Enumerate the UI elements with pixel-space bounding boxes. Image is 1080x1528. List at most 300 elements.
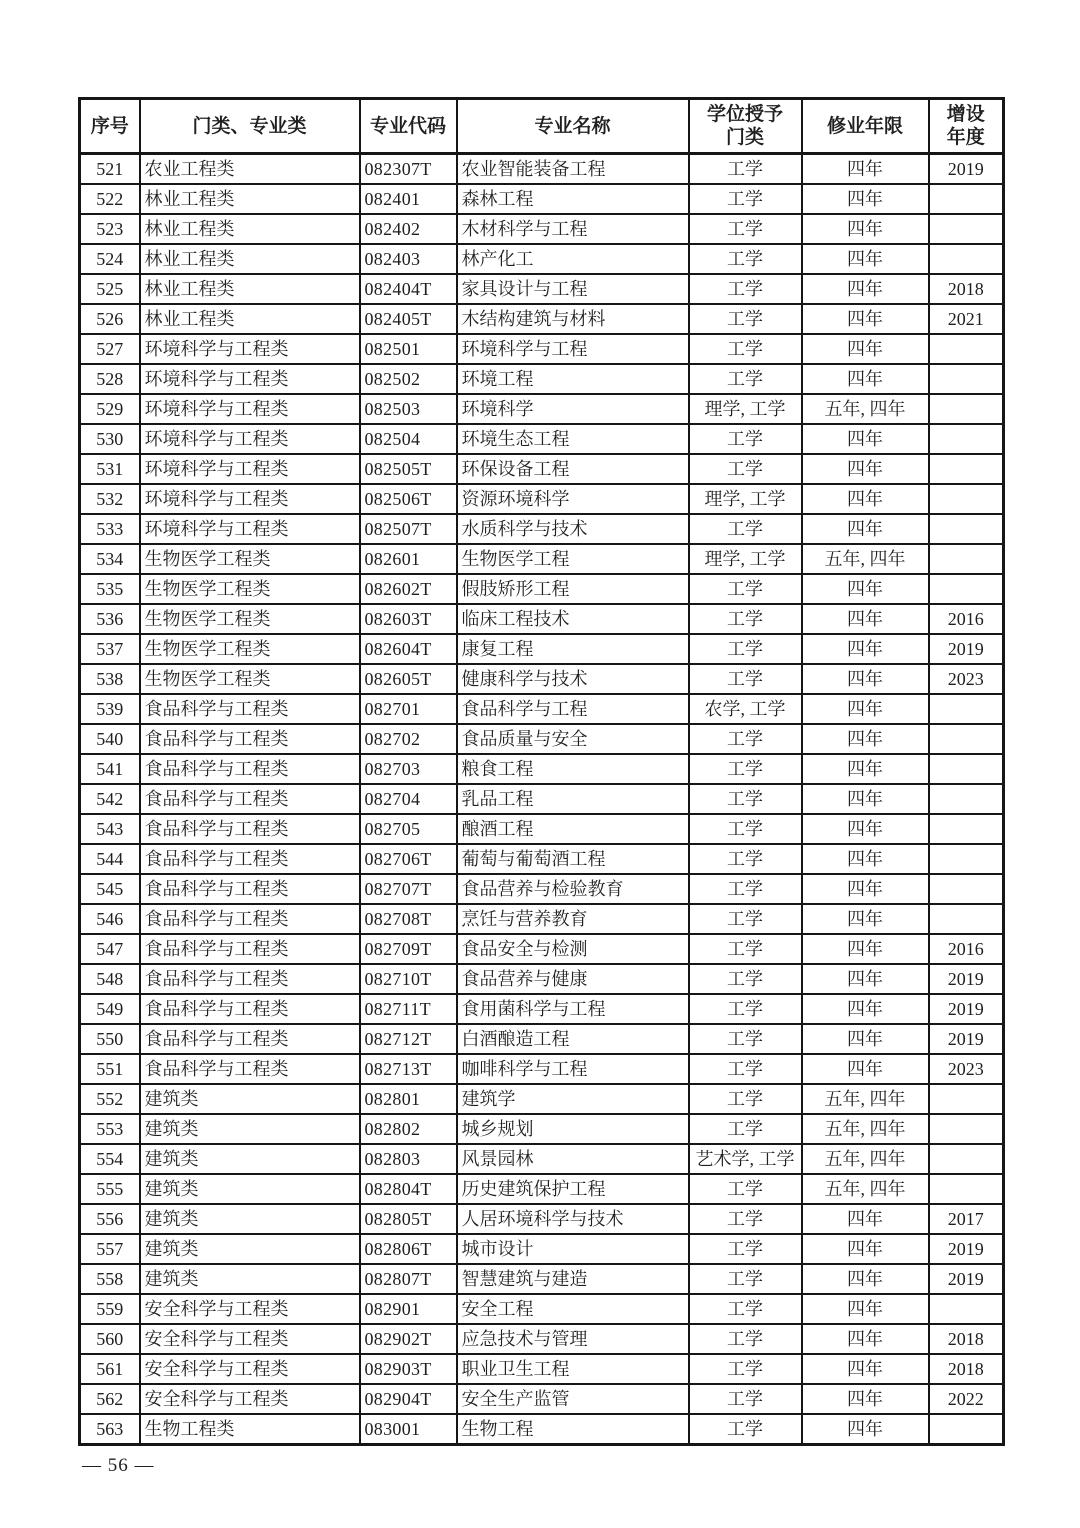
table-row	[80, 934, 1004, 964]
cell-year-added: 2019	[929, 1024, 1004, 1054]
cell-degree: 工学	[689, 274, 802, 304]
table-row	[80, 1114, 1004, 1144]
cell-index: 523	[80, 214, 140, 244]
cell-index: 563	[80, 1414, 140, 1445]
cell-year-added	[929, 244, 1004, 274]
cell-duration: 四年	[802, 334, 929, 364]
cell-year-added	[929, 394, 1004, 424]
cell-category: 食品科学与工程类	[140, 874, 360, 904]
cell-year-added	[929, 694, 1004, 724]
cell-index: 554	[80, 1144, 140, 1174]
cell-year-added: 2019	[929, 634, 1004, 664]
cell-year-added: 2022	[929, 1384, 1004, 1414]
cell-code: 082405T	[360, 304, 457, 334]
table-row	[80, 1204, 1004, 1234]
cell-year-added: 2019	[929, 1234, 1004, 1264]
cell-year-added	[929, 1414, 1004, 1445]
cell-index: 528	[80, 364, 140, 394]
cell-duration: 四年	[802, 1414, 929, 1445]
header-label: 增设年度	[946, 104, 985, 148]
cell-duration: 四年	[802, 1024, 929, 1054]
cell-index: 542	[80, 784, 140, 814]
col-header-name	[457, 99, 689, 154]
cell-code: 082801	[360, 1084, 457, 1114]
cell-duration: 四年	[802, 424, 929, 454]
cell-code: 083001	[360, 1414, 457, 1445]
cell-code: 082701	[360, 694, 457, 724]
cell-index: 558	[80, 1264, 140, 1294]
cell-category: 建筑类	[140, 1264, 360, 1294]
cell-degree: 艺术学, 工学	[689, 1144, 802, 1174]
cell-category: 环境科学与工程类	[140, 514, 360, 544]
cell-degree: 工学	[689, 1384, 802, 1414]
table-row	[80, 874, 1004, 904]
table-row	[80, 964, 1004, 994]
cell-year-added	[929, 1144, 1004, 1174]
cell-degree: 工学	[689, 874, 802, 904]
cell-index: 546	[80, 904, 140, 934]
cell-year-added	[929, 484, 1004, 514]
cell-degree: 理学, 工学	[689, 544, 802, 574]
table-row	[80, 1084, 1004, 1114]
cell-index: 538	[80, 664, 140, 694]
cell-category: 食品科学与工程类	[140, 904, 360, 934]
cell-code: 082904T	[360, 1384, 457, 1414]
cell-category: 食品科学与工程类	[140, 1024, 360, 1054]
cell-year-added: 2019	[929, 964, 1004, 994]
cell-category: 食品科学与工程类	[140, 964, 360, 994]
cell-duration: 四年	[802, 814, 929, 844]
cell-code: 082807T	[360, 1264, 457, 1294]
cell-degree: 工学	[689, 364, 802, 394]
cell-year-added	[929, 454, 1004, 484]
cell-degree: 工学	[689, 334, 802, 364]
cell-category: 食品科学与工程类	[140, 994, 360, 1024]
major-catalog-table	[78, 97, 1005, 1446]
cell-code: 082403	[360, 244, 457, 274]
cell-name: 建筑学	[457, 1084, 689, 1114]
cell-name: 城乡规划	[457, 1114, 689, 1144]
cell-duration: 四年	[802, 1384, 929, 1414]
cell-index: 540	[80, 724, 140, 754]
cell-duration: 四年	[802, 1354, 929, 1384]
cell-name: 应急技术与管理	[457, 1324, 689, 1354]
cell-code: 082502	[360, 364, 457, 394]
cell-category: 安全科学与工程类	[140, 1294, 360, 1324]
cell-index: 531	[80, 454, 140, 484]
cell-degree: 工学	[689, 964, 802, 994]
table-row	[80, 1414, 1004, 1445]
cell-index: 552	[80, 1084, 140, 1114]
table-row	[80, 814, 1004, 844]
cell-code: 082402	[360, 214, 457, 244]
cell-category: 食品科学与工程类	[140, 754, 360, 784]
cell-code: 082702	[360, 724, 457, 754]
cell-category: 农业工程类	[140, 154, 360, 185]
cell-year-added	[929, 1294, 1004, 1324]
cell-code: 082604T	[360, 634, 457, 664]
cell-name: 食品质量与安全	[457, 724, 689, 754]
cell-index: 530	[80, 424, 140, 454]
cell-year-added	[929, 874, 1004, 904]
cell-year-added	[929, 184, 1004, 214]
cell-code: 082707T	[360, 874, 457, 904]
cell-index: 547	[80, 934, 140, 964]
cell-name: 林产化工	[457, 244, 689, 274]
cell-name: 咖啡科学与工程	[457, 1054, 689, 1084]
cell-code: 082507T	[360, 514, 457, 544]
cell-degree: 工学	[689, 934, 802, 964]
cell-name: 木结构建筑与材料	[457, 304, 689, 334]
cell-year-added	[929, 904, 1004, 934]
col-header-code	[360, 99, 457, 154]
cell-index: 534	[80, 544, 140, 574]
cell-index: 551	[80, 1054, 140, 1084]
cell-duration: 四年	[802, 664, 929, 694]
cell-year-added	[929, 364, 1004, 394]
cell-duration: 四年	[802, 694, 929, 724]
cell-degree: 工学	[689, 154, 802, 185]
table-row	[80, 1324, 1004, 1354]
table-row	[80, 514, 1004, 544]
cell-index: 532	[80, 484, 140, 514]
cell-name: 职业卫生工程	[457, 1354, 689, 1384]
cell-degree: 工学	[689, 574, 802, 604]
cell-code: 082505T	[360, 454, 457, 484]
cell-category: 食品科学与工程类	[140, 814, 360, 844]
cell-category: 食品科学与工程类	[140, 844, 360, 874]
cell-category: 安全科学与工程类	[140, 1354, 360, 1384]
cell-name: 食品科学与工程	[457, 694, 689, 724]
cell-duration: 四年	[802, 1204, 929, 1234]
cell-duration: 四年	[802, 274, 929, 304]
cell-duration: 五年, 四年	[802, 1144, 929, 1174]
cell-name: 酿酒工程	[457, 814, 689, 844]
cell-name: 城市设计	[457, 1234, 689, 1264]
cell-year-added	[929, 754, 1004, 784]
cell-index: 539	[80, 694, 140, 724]
cell-index: 533	[80, 514, 140, 544]
cell-category: 建筑类	[140, 1204, 360, 1234]
cell-duration: 五年, 四年	[802, 544, 929, 574]
cell-duration: 五年, 四年	[802, 1114, 929, 1144]
cell-code: 082404T	[360, 274, 457, 304]
cell-index: 556	[80, 1204, 140, 1234]
cell-name: 假肢矫形工程	[457, 574, 689, 604]
cell-degree: 工学	[689, 1264, 802, 1294]
cell-code: 082901	[360, 1294, 457, 1324]
table-row	[80, 1054, 1004, 1084]
cell-code: 082711T	[360, 994, 457, 1024]
table-row	[80, 904, 1004, 934]
cell-name: 粮食工程	[457, 754, 689, 784]
cell-degree: 工学	[689, 424, 802, 454]
cell-degree: 工学	[689, 1024, 802, 1054]
cell-category: 食品科学与工程类	[140, 694, 360, 724]
cell-name: 食用菌科学与工程	[457, 994, 689, 1024]
cell-duration: 四年	[802, 784, 929, 814]
cell-category: 林业工程类	[140, 304, 360, 334]
cell-code: 082704	[360, 784, 457, 814]
cell-degree: 工学	[689, 1414, 802, 1445]
cell-index: 535	[80, 574, 140, 604]
cell-degree: 工学	[689, 604, 802, 634]
cell-code: 082706T	[360, 844, 457, 874]
cell-duration: 四年	[802, 904, 929, 934]
cell-name: 人居环境科学与技术	[457, 1204, 689, 1234]
cell-code: 082708T	[360, 904, 457, 934]
cell-degree: 工学	[689, 1084, 802, 1114]
cell-category: 建筑类	[140, 1114, 360, 1144]
cell-name: 木材科学与工程	[457, 214, 689, 244]
table-row	[80, 304, 1004, 334]
cell-duration: 四年	[802, 1054, 929, 1084]
cell-code: 082703	[360, 754, 457, 784]
cell-year-added: 2016	[929, 934, 1004, 964]
cell-degree: 工学	[689, 994, 802, 1024]
cell-category: 建筑类	[140, 1234, 360, 1264]
cell-code: 082503	[360, 394, 457, 424]
cell-name: 资源环境科学	[457, 484, 689, 514]
cell-duration: 四年	[802, 724, 929, 754]
table-row	[80, 1294, 1004, 1324]
cell-index: 555	[80, 1174, 140, 1204]
table-row	[80, 214, 1004, 244]
cell-year-added: 2019	[929, 994, 1004, 1024]
cell-code: 082709T	[360, 934, 457, 964]
cell-code: 082802	[360, 1114, 457, 1144]
cell-duration: 四年	[802, 184, 929, 214]
cell-index: 525	[80, 274, 140, 304]
table-row	[80, 754, 1004, 784]
cell-index: 549	[80, 994, 140, 1024]
cell-category: 食品科学与工程类	[140, 1054, 360, 1084]
cell-duration: 五年, 四年	[802, 1174, 929, 1204]
cell-duration: 四年	[802, 844, 929, 874]
cell-code: 082805T	[360, 1204, 457, 1234]
cell-category: 环境科学与工程类	[140, 424, 360, 454]
cell-index: 527	[80, 334, 140, 364]
table-row	[80, 664, 1004, 694]
cell-year-added: 2018	[929, 1324, 1004, 1354]
cell-index: 521	[80, 154, 140, 185]
cell-year-added	[929, 844, 1004, 874]
table-row	[80, 784, 1004, 814]
cell-duration: 四年	[802, 214, 929, 244]
header-label: 修业年限	[826, 116, 903, 138]
cell-name: 环境生态工程	[457, 424, 689, 454]
cell-category: 林业工程类	[140, 214, 360, 244]
table-row	[80, 1144, 1004, 1174]
col-header-category	[140, 99, 360, 154]
table-row	[80, 1354, 1004, 1384]
cell-code: 082902T	[360, 1324, 457, 1354]
cell-degree: 工学	[689, 784, 802, 814]
cell-code: 082713T	[360, 1054, 457, 1084]
cell-code: 082803	[360, 1144, 457, 1174]
cell-name: 历史建筑保护工程	[457, 1174, 689, 1204]
table-row	[80, 1174, 1004, 1204]
cell-category: 建筑类	[140, 1084, 360, 1114]
table-row	[80, 394, 1004, 424]
cell-degree: 工学	[689, 634, 802, 664]
cell-degree: 工学	[689, 664, 802, 694]
cell-duration: 四年	[802, 964, 929, 994]
cell-degree: 工学	[689, 214, 802, 244]
page-number: — 56 —	[82, 1455, 155, 1476]
table-row	[80, 634, 1004, 664]
cell-name: 风景园林	[457, 1144, 689, 1174]
cell-duration: 四年	[802, 874, 929, 904]
cell-category: 食品科学与工程类	[140, 724, 360, 754]
cell-index: 537	[80, 634, 140, 664]
cell-index: 536	[80, 604, 140, 634]
cell-name: 生物医学工程	[457, 544, 689, 574]
cell-duration: 四年	[802, 604, 929, 634]
col-header-degree	[689, 99, 802, 154]
cell-year-added	[929, 334, 1004, 364]
cell-index: 562	[80, 1384, 140, 1414]
cell-year-added	[929, 724, 1004, 754]
cell-year-added: 2019	[929, 154, 1004, 185]
cell-name: 智慧建筑与建造	[457, 1264, 689, 1294]
cell-code: 082501	[360, 334, 457, 364]
cell-name: 环境工程	[457, 364, 689, 394]
cell-degree: 工学	[689, 1174, 802, 1204]
cell-year-added: 2023	[929, 1054, 1004, 1084]
cell-duration: 四年	[802, 484, 929, 514]
cell-name: 食品营养与检验教育	[457, 874, 689, 904]
cell-index: 529	[80, 394, 140, 424]
cell-category: 林业工程类	[140, 274, 360, 304]
cell-year-added: 2017	[929, 1204, 1004, 1234]
cell-name: 葡萄与葡萄酒工程	[457, 844, 689, 874]
cell-name: 安全生产监管	[457, 1384, 689, 1414]
cell-duration: 四年	[802, 934, 929, 964]
cell-year-added	[929, 514, 1004, 544]
table-row	[80, 244, 1004, 274]
cell-code: 082307T	[360, 154, 457, 185]
cell-duration: 五年, 四年	[802, 1084, 929, 1114]
table-row	[80, 1264, 1004, 1294]
table-row	[80, 574, 1004, 604]
table-row	[80, 1024, 1004, 1054]
cell-code: 082806T	[360, 1234, 457, 1264]
cell-category: 安全科学与工程类	[140, 1324, 360, 1354]
cell-name: 白酒酿造工程	[457, 1024, 689, 1054]
cell-name: 环保设备工程	[457, 454, 689, 484]
cell-year-added	[929, 574, 1004, 604]
cell-degree: 工学	[689, 304, 802, 334]
table-row	[80, 424, 1004, 454]
cell-year-added	[929, 1114, 1004, 1144]
cell-index: 550	[80, 1024, 140, 1054]
cell-index: 524	[80, 244, 140, 274]
cell-code: 082506T	[360, 484, 457, 514]
cell-duration: 五年, 四年	[802, 394, 929, 424]
cell-duration: 四年	[802, 1234, 929, 1264]
cell-category: 生物医学工程类	[140, 604, 360, 634]
cell-degree: 工学	[689, 184, 802, 214]
table-header	[80, 99, 1004, 154]
cell-name: 环境科学与工程	[457, 334, 689, 364]
cell-index: 559	[80, 1294, 140, 1324]
cell-name: 生物工程	[457, 1414, 689, 1445]
cell-degree: 工学	[689, 904, 802, 934]
cell-category: 食品科学与工程类	[140, 934, 360, 964]
cell-name: 康复工程	[457, 634, 689, 664]
table-row	[80, 154, 1004, 185]
cell-code: 082705	[360, 814, 457, 844]
cell-code: 082602T	[360, 574, 457, 604]
cell-code: 082710T	[360, 964, 457, 994]
cell-code: 082804T	[360, 1174, 457, 1204]
cell-degree: 工学	[689, 754, 802, 784]
table-row	[80, 454, 1004, 484]
cell-year-added	[929, 784, 1004, 814]
header-label: 学位授予门类	[706, 104, 783, 148]
cell-name: 食品营养与健康	[457, 964, 689, 994]
cell-duration: 四年	[802, 994, 929, 1024]
cell-degree: 工学	[689, 1114, 802, 1144]
cell-degree: 工学	[689, 1234, 802, 1264]
col-header-duration	[802, 99, 929, 154]
cell-category: 环境科学与工程类	[140, 334, 360, 364]
cell-duration: 四年	[802, 364, 929, 394]
cell-code: 082903T	[360, 1354, 457, 1384]
cell-year-added: 2018	[929, 1354, 1004, 1384]
cell-degree: 工学	[689, 1324, 802, 1354]
cell-year-added: 2019	[929, 1264, 1004, 1294]
cell-index: 553	[80, 1114, 140, 1144]
cell-year-added	[929, 214, 1004, 244]
cell-degree: 工学	[689, 454, 802, 484]
cell-category: 生物工程类	[140, 1414, 360, 1445]
cell-duration: 四年	[802, 574, 929, 604]
cell-duration: 四年	[802, 304, 929, 334]
cell-category: 生物医学工程类	[140, 634, 360, 664]
table-row	[80, 1234, 1004, 1264]
cell-index: 545	[80, 874, 140, 904]
cell-degree: 工学	[689, 1354, 802, 1384]
col-header-index	[80, 99, 140, 154]
cell-duration: 四年	[802, 634, 929, 664]
header-label: 专业代码	[369, 116, 446, 138]
cell-duration: 四年	[802, 1264, 929, 1294]
cell-degree: 工学	[689, 814, 802, 844]
cell-code: 082504	[360, 424, 457, 454]
cell-duration: 四年	[802, 754, 929, 784]
cell-category: 环境科学与工程类	[140, 454, 360, 484]
header-label: 门类、专业类	[192, 116, 307, 138]
cell-category: 生物医学工程类	[140, 544, 360, 574]
cell-category: 建筑类	[140, 1144, 360, 1174]
cell-name: 森林工程	[457, 184, 689, 214]
cell-name: 临床工程技术	[457, 604, 689, 634]
table-row	[80, 184, 1004, 214]
cell-name: 食品安全与检测	[457, 934, 689, 964]
table-row	[80, 604, 1004, 634]
cell-code: 082712T	[360, 1024, 457, 1054]
table-row	[80, 334, 1004, 364]
cell-year-added	[929, 1174, 1004, 1204]
cell-name: 健康科学与技术	[457, 664, 689, 694]
cell-category: 建筑类	[140, 1174, 360, 1204]
cell-name: 家具设计与工程	[457, 274, 689, 304]
header-label: 专业名称	[534, 116, 611, 138]
cell-year-added: 2023	[929, 664, 1004, 694]
cell-duration: 四年	[802, 1324, 929, 1354]
